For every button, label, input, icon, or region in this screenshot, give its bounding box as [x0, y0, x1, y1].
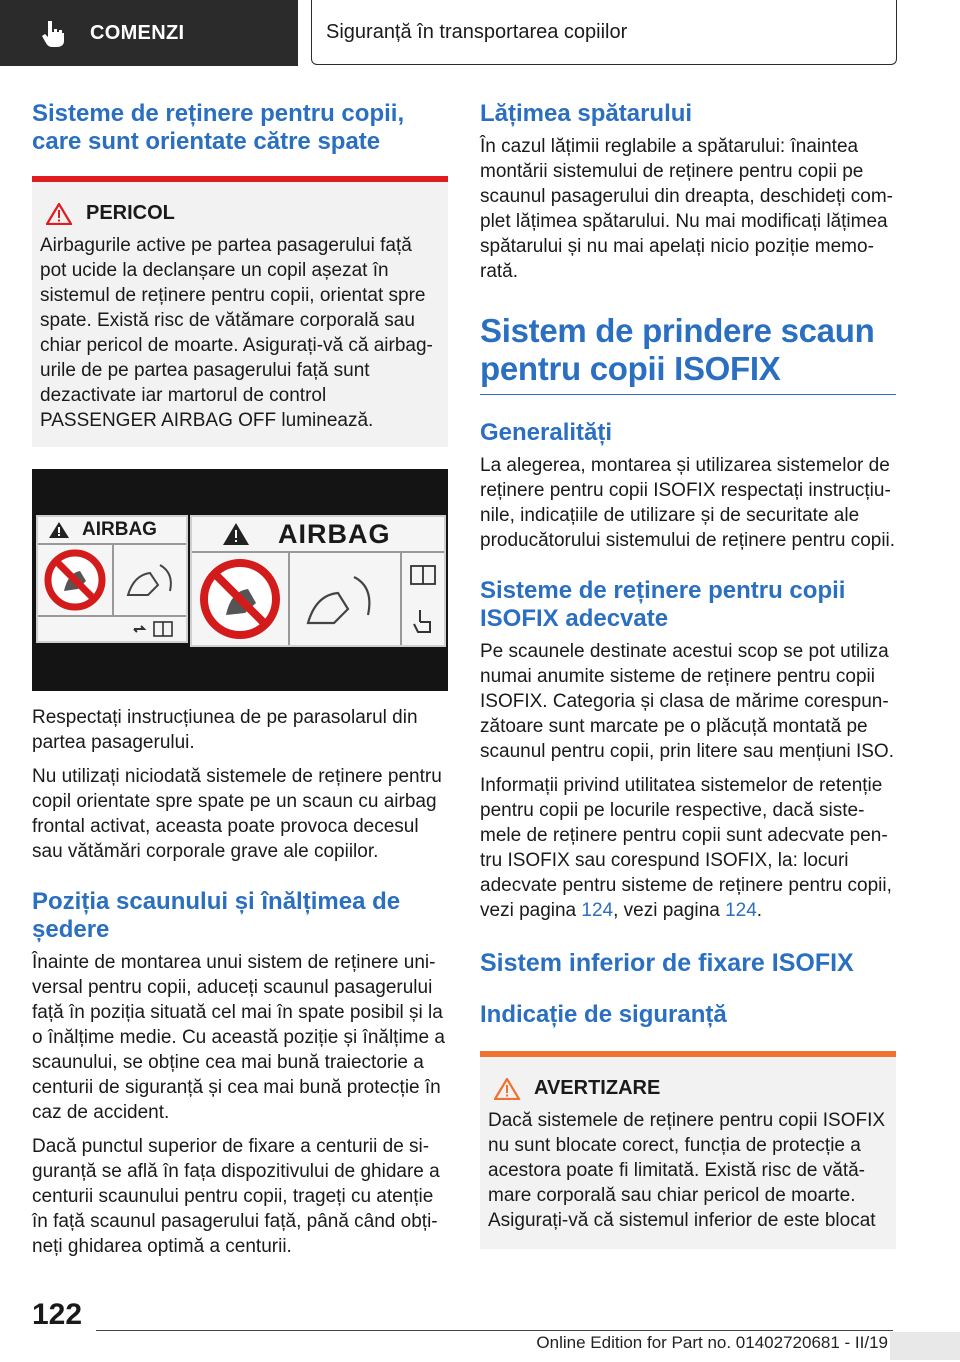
airbag-label-photo: [32, 469, 448, 691]
pointing-hand-icon: [412, 608, 434, 634]
heading-safety-note: Indicație de siguranță: [480, 1001, 727, 1028]
warning-triangle-icon: [46, 203, 72, 225]
left-column: [32, 100, 448, 1259]
chapter-tab[interactable]: [0, 0, 298, 66]
paragraph-visor: Respectați instrucțiunea de pe parasolarul din partea pasagerului.: [32, 707, 418, 753]
danger-box: [32, 176, 448, 447]
page-number: 122: [32, 1298, 83, 1331]
paragraph-suitable-2-mid: , vezi pagina: [613, 900, 726, 921]
heading-general: Generalități: [480, 419, 613, 446]
airbag-label-large: [190, 515, 446, 647]
page-ref-link-2[interactable]: 124: [725, 900, 757, 921]
paragraph-general: La alegerea, montarea și utilizarea sistemelor de reținere pentru copii ISOFIX respectați instrucțiunile, indicațiile de utilizare și de securitate ale producătorului sistemului de reținere pentru copii.: [480, 455, 896, 551]
paragraph-never-use: Nu utilizați niciodată sistemele de reținere pentru copil orientate spre spate pe un scaun cu airbag frontal activat, aceasta poate provoca decesul sau vătămări corporale grave ale copiilor.: [32, 766, 442, 862]
pointing-hand-icon: [38, 18, 68, 48]
airbag-label-small: [36, 515, 188, 643]
paragraph-suitable-2-end: .: [756, 900, 763, 921]
airbag-label-text: AIRBAG: [82, 519, 157, 540]
danger-title: PERICOL: [86, 202, 175, 224]
warning-triangle-icon: [222, 522, 250, 546]
caution-title-row: [494, 1077, 888, 1100]
airbag-seat-icon: [288, 553, 400, 645]
heading-isofix: Sistem de prindere scaun pentru copii ISOFIX: [480, 312, 875, 387]
paragraph-suitable-2-text: Informații privind utilitatea sistemelor de retenție pentru copii pe locurile respective, dacă sistemele de reținere pentru copii sunt adecvate pentru ISOFIX sau corespund ISOFIX, la: locuri adecvate pentru sisteme de reținere pentru copii, vezi pagina: [480, 775, 892, 921]
manual-book-icon: [409, 564, 437, 586]
paragraph-suitable-1: Pe scaunele destinate acestui scop se pot utiliza numai anumite sisteme de reținere pentru copii ISOFIX. Categoria și clasa de mărime corespunzătoare sunt marcate pe o plăcuță montată pe scaunul pentru copii, prin litere sau mențiuni ISO.: [480, 641, 894, 762]
edition-text: Online Edition for Part no. 01402720681 - II/19: [536, 1333, 888, 1352]
heading-suitable-isofix: Sisteme de reținere pentru copii ISOFIX adecvate: [480, 577, 846, 632]
airbag-label-text-large: AIRBAG: [278, 518, 391, 549]
page-header: [0, 0, 960, 66]
section-title: Siguranță în transportarea copiilor: [326, 20, 628, 43]
heading-seat-position: Poziția scaunului și înălțimea de ședere: [32, 888, 401, 943]
paragraph-suitable-2: [480, 773, 896, 923]
watermark-logo: [890, 1332, 960, 1360]
paragraph-belt-guide: Dacă punctul superior de fixare a centurii de siguranță se află în fața dispozitivului de ghidare a centurii scaunului pentru copii, trageți cu atenție în față scaunul pasagerului față, până când obțineți ghidarea optimă a centurii.: [32, 1136, 440, 1257]
prohibited-child-seat-icon: [192, 553, 288, 645]
chapter-tab-label: COMENZI: [90, 21, 185, 44]
heading-rule: [480, 394, 896, 395]
heading-backrest-width: Lățimea spătarului: [480, 100, 693, 127]
warning-triangle-icon: [48, 521, 70, 539]
section-title-box: [311, 0, 897, 65]
heading-lower-anchor: Sistem inferior de fixare ISOFIX: [480, 949, 854, 977]
danger-title-row: [46, 202, 440, 225]
paragraph-seat-position: Înainte de montarea unui sistem de reținere universal pentru copii, aduceți scaunul pasagerului față în poziția situată cel mai în spate posibil și la o înălțime medie. Cu această poziție și înălțime a scaunului, se obține cea mai bună traiectorie a centurii de siguranță și cea mai bună protecție în caz de accident.: [32, 952, 445, 1123]
danger-text: Airbagurile active pe partea pasagerului față pot ucide la declanșare un copil așezat în sistemul de reținere pentru copii, orientat spre spate. Există risc de vătămare corporală sau chiar pericol de moarte. Asigurați-vă că airbag-urile de pe partea pasagerului față sunt dezactivate iar martorul de control PASSENGER AIRBAG OFF luminează.: [40, 235, 433, 431]
page-ref-link-1[interactable]: 124: [581, 900, 614, 921]
caution-title: AVERTIZARE: [534, 1077, 661, 1099]
warning-triangle-icon: [494, 1078, 520, 1100]
airbag-seat-icon: [112, 545, 186, 615]
paragraph-backrest-width: În cazul lățimii reglabile a spătarului: înaintea montării sistemului de reținere pentru copii pe scaunul pasagerului din dreapta, deschideți complet lățimea spătarului. Nu mai modificați lățimea spătarului și nu mai apelați nicio poziție memorată.: [480, 136, 893, 282]
prohibited-child-seat-icon: [38, 545, 112, 615]
heading-rear-facing: Sisteme de reținere pentru copii, care sunt orientate către spate: [32, 100, 405, 155]
manual-book-icon: [132, 620, 176, 638]
caution-box: [480, 1051, 896, 1249]
footer-rule: [96, 1330, 893, 1331]
caution-text: Dacă sistemele de reținere pentru copii ISOFIX nu sunt blocate corect, funcția de protecție a acestora poate fi limitată. Există risc de vătămare corporală sau chiar pericol de moarte. Asigurați-vă că sistemul inferior de este blocat: [488, 1110, 886, 1231]
right-column: [480, 100, 896, 1249]
